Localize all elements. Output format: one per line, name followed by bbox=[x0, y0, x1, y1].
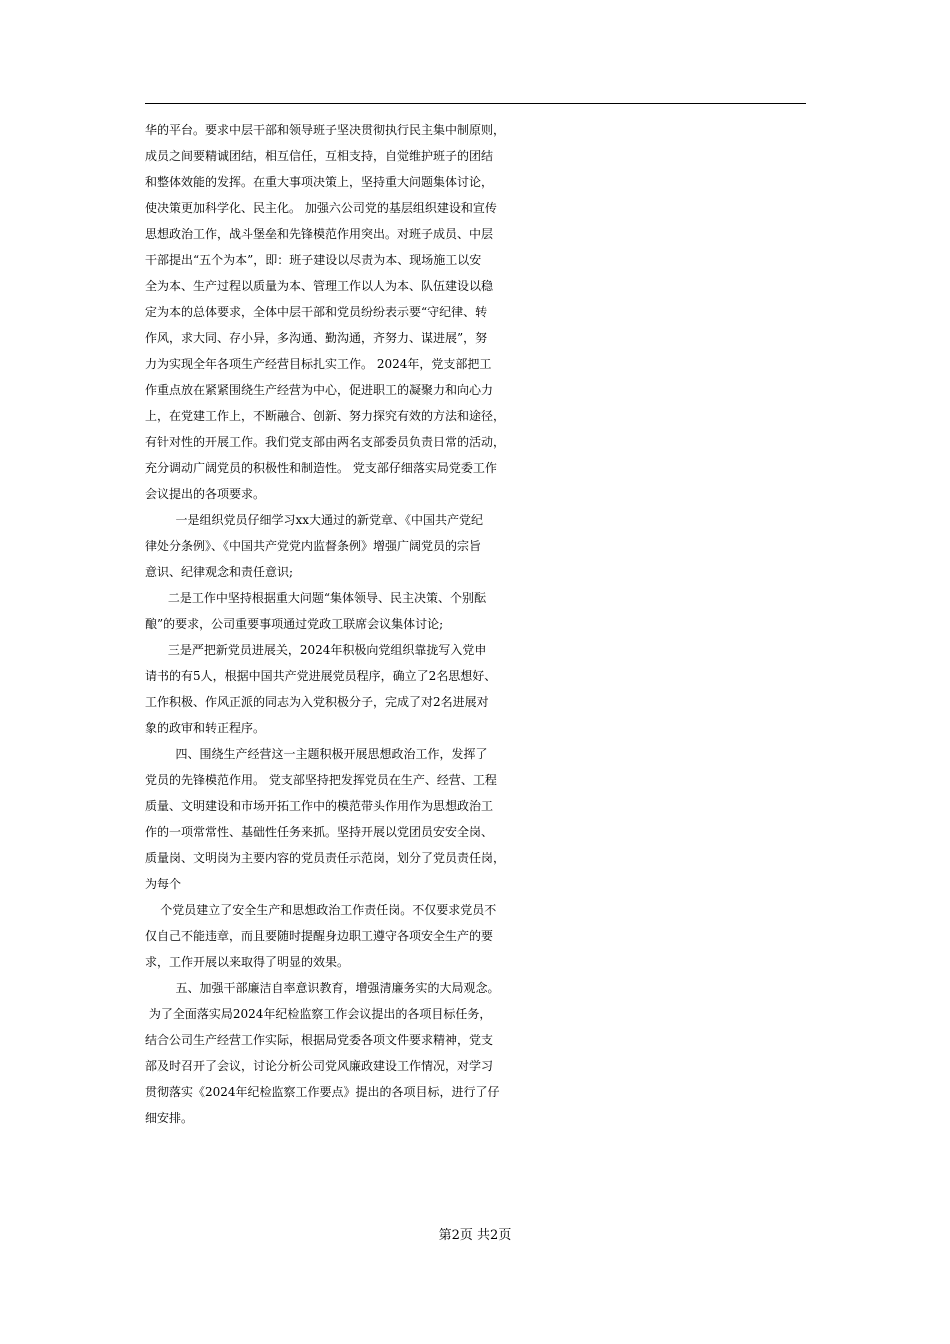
text-line: 求，工作开展以来取得了明显的效果。 bbox=[145, 955, 350, 969]
text-line: 律处分条例》、《中国共产党党内监督条例》增强广阔党员的宗旨 bbox=[145, 539, 482, 553]
text-line: 三是严把新党员进展关，2024年积极向党组织靠拢写入党申 bbox=[145, 643, 487, 657]
text-line: 酿”的要求，公司重要事项通过党政工联席会议集体讨论; bbox=[145, 617, 444, 631]
text-line: 贯彻落实《2024年纪检监察工作要点》提出的各项目标，进行了仔 bbox=[145, 1085, 500, 1099]
text-line: 四、围绕生产经营这一主题积极开展思想政治工作，发挥了 bbox=[145, 747, 488, 761]
header-rule bbox=[145, 103, 806, 104]
text-line: 为了全面落实局2024年纪检监察工作会议提出的各项目标任务， bbox=[145, 1007, 492, 1021]
page-footer: 第2页 共2页 bbox=[438, 1228, 512, 1243]
text-line: 为每个 bbox=[145, 877, 182, 891]
text-line: 作的一项常常性、基础性任务来抓。坚持开展以党团员安安全岗、 bbox=[145, 825, 494, 839]
text-line: 充分调动广阔党员的积极性和制造性。 党支部仔细落实局党委工作 bbox=[145, 461, 497, 475]
text-line: 全为本、生产过程以质量为本、管理工作以人为本、队伍建设以稳 bbox=[145, 279, 494, 293]
text-line: 成员之间要精诚团结，相互信任，互相支持，自觉维护班子的团结 bbox=[145, 149, 494, 163]
text-line: 使决策更加科学化、民主化。 加强六公司党的基层组织建设和宣传 bbox=[145, 201, 497, 215]
text-line: 细安排。 bbox=[145, 1111, 194, 1125]
text-line: 工作积极、作风正派的同志为入党积极分子，完成了对2名进展对 bbox=[145, 695, 489, 709]
text-line: 意识、纪律观念和责任意识; bbox=[145, 565, 294, 579]
text-line: 仅自己不能违章，而且要随时提醒身边职工遵守各项安全生产的要 bbox=[145, 929, 494, 943]
text-line: 作风，求大同、存小异，多沟通、勤沟通，齐努力、谋进展”，努 bbox=[145, 331, 488, 345]
text-line: 结合公司生产经营工作实际，根据局党委各项文件要求精神，党支 bbox=[145, 1033, 494, 1047]
text-line: 一是组织党员仔细学习xx大通过的新党章、《中国共产党纪 bbox=[145, 513, 484, 527]
text-line: 五、加强干部廉洁自率意识教育，增强清廉务实的大局观念。 bbox=[145, 981, 500, 995]
text-line: 干部提出“五个为本”，即：班子建设以尽责为本、现场施工以安 bbox=[145, 253, 482, 267]
text-line: 会议提出的各项要求。 bbox=[145, 487, 266, 501]
text-line: 作重点放在紧紧围绕生产经营为中心，促进职工的凝聚力和向心力 bbox=[145, 383, 494, 397]
text-line: 和整体效能的发挥。在重大事项决策上，坚持重大问题集体讨论， bbox=[145, 175, 494, 189]
text-line: 质量、文明建设和市场开拓工作中的模范带头作用作为思想政治工 bbox=[145, 799, 494, 813]
text-line: 思想政治工作，战斗堡垒和先锋模范作用突出。对班子成员、中层 bbox=[145, 227, 494, 241]
text-line: 请书的有5人，根据中国共产党进展党员程序，确立了2名思想好、 bbox=[145, 669, 497, 683]
text-line: 有针对性的开展工作。我们党支部由两名支部委员负责日常的活动， bbox=[145, 435, 506, 449]
text-line: 个党员建立了安全生产和思想政治工作责任岗。不仅要求党员不 bbox=[145, 903, 497, 917]
text-line: 定为本的总体要求，全体中层干部和党员纷纷表示要“守纪律、转 bbox=[145, 305, 488, 319]
document-body bbox=[145, 117, 815, 1131]
text-line: 二是工作中坚持根据重大问题“集体领导、民主决策、个别酝 bbox=[145, 591, 487, 605]
text-line: 部及时召开了会议，讨论分析公司党风廉政建设工作情况，对学习 bbox=[145, 1059, 494, 1073]
text-line: 党员的先锋模范作用。 党支部坚持把发挥党员在生产、经营、工程 bbox=[145, 773, 497, 787]
text-line: 华的平台。要求中层干部和领导班子坚决贯彻执行民主集中制原则， bbox=[145, 123, 506, 137]
text-line: 上，在党建工作上，不断融合、创新、努力探究有效的方法和途径， bbox=[145, 409, 506, 423]
text-line: 质量岗、文明岗为主要内容的党员责任示范岗，划分了党员责任岗， bbox=[145, 851, 506, 865]
text-line: 象的政审和转正程序。 bbox=[145, 721, 266, 735]
text-line: 力为实现全年各项生产经营目标扎实工作。 2024年，党支部把工 bbox=[145, 357, 492, 371]
